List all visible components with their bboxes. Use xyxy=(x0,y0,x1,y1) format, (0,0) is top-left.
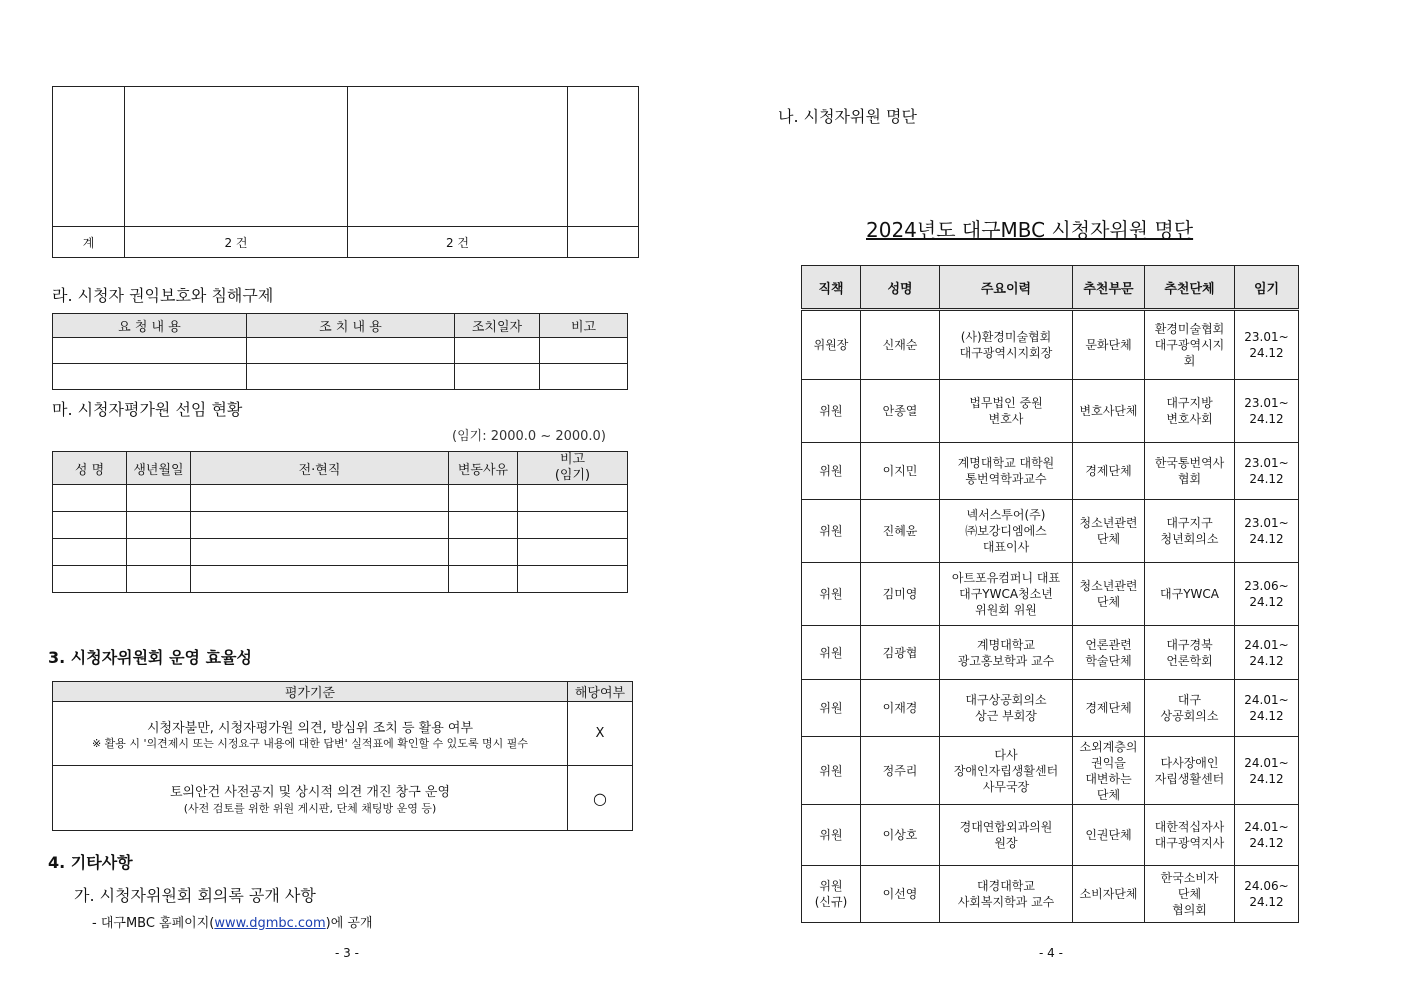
member-term: 24.01~ 24.12 xyxy=(1235,680,1299,737)
efficiency-table xyxy=(52,681,633,831)
member-category: 경제단체 xyxy=(1073,680,1145,737)
member-org: 다사장애인 자립생활센터 xyxy=(1145,737,1235,805)
member-term: 24.01~ 24.12 xyxy=(1235,626,1299,680)
homepage-suffix: )에 공개 xyxy=(325,916,373,931)
member-position: 위원장 xyxy=(802,310,861,380)
table-row xyxy=(53,338,628,364)
member-name: 진혜윤 xyxy=(861,500,940,563)
col-header: 생년월일 xyxy=(127,452,191,485)
col-header: 전·현직 xyxy=(191,452,449,485)
col-header: 임기 xyxy=(1235,266,1299,310)
table-cell xyxy=(53,87,125,227)
col-header: 성명 xyxy=(861,266,940,310)
member-term: 24.06~ 24.12 xyxy=(1235,866,1299,923)
member-career: (사)환경미술협회 대구광역시지회장 xyxy=(940,310,1073,380)
table-row xyxy=(53,702,633,766)
member-name: 이재경 xyxy=(861,680,940,737)
term-note: (임기: 2000.0 ~ 2000.0) xyxy=(452,429,606,444)
member-row xyxy=(802,737,1299,805)
section3-heading: 3. 시청자위원회 운영 효율성 xyxy=(48,648,252,667)
applicability-value: ○ xyxy=(568,766,633,831)
member-name: 정주리 xyxy=(861,737,940,805)
rights-protection-table xyxy=(52,313,628,390)
member-row xyxy=(802,443,1299,500)
member-category: 청소년관련 단체 xyxy=(1073,500,1145,563)
total-label: 계 xyxy=(53,227,125,258)
col-header: 비고 (임기) xyxy=(518,452,628,485)
member-term: 23.01~ 24.12 xyxy=(1235,310,1299,380)
member-row xyxy=(802,500,1299,563)
member-position: 위원 xyxy=(802,737,861,805)
table-cell xyxy=(568,87,639,227)
table-cell xyxy=(125,87,348,227)
member-term: 23.01~ 24.12 xyxy=(1235,443,1299,500)
member-category: 인권단체 xyxy=(1073,805,1145,866)
member-org: 대구YWCA xyxy=(1145,563,1235,626)
member-org: 대구지구 청년회의소 xyxy=(1145,500,1235,563)
member-row xyxy=(802,805,1299,866)
member-position: 위원 xyxy=(802,380,861,443)
member-career: 대구상공회의소 상근 부회장 xyxy=(940,680,1073,737)
member-career: 계명대학교 대학원 통번역학과교수 xyxy=(940,443,1073,500)
section4-sub-heading: 가. 시청자위원회 회의록 공개 사항 xyxy=(74,886,316,905)
member-category: 소비자단체 xyxy=(1073,866,1145,923)
member-name: 김광협 xyxy=(861,626,940,680)
member-term: 23.01~ 24.12 xyxy=(1235,380,1299,443)
criteria-main: 시청자불만, 시청자평가원 의견, 방심위 조치 등 활용 여부 xyxy=(146,720,474,736)
evaluator-table xyxy=(52,451,628,593)
member-org: 대구경북 언론학회 xyxy=(1145,626,1235,680)
member-career: 법무법인 중원 변호사 xyxy=(940,380,1073,443)
section-ra-heading: 라. 시청자 권익보호와 침해구제 xyxy=(52,286,274,305)
member-career: 대경대학교 사회복지학과 교수 xyxy=(940,866,1073,923)
col-header: 변동사유 xyxy=(449,452,518,485)
member-name: 김미영 xyxy=(861,563,940,626)
table-row xyxy=(53,539,628,566)
member-term: 24.01~ 24.12 xyxy=(1235,805,1299,866)
criteria-note: ※ 활용 시 '의견제시 또는 시정요구 내용에 대한 답변' 실적표에 확인할 수 있도록 명시 필수 xyxy=(91,736,529,750)
member-career: 경대연합외과의원 원장 xyxy=(940,805,1073,866)
col-header: 직책 xyxy=(802,266,861,310)
homepage-prefix: - 대구MBC 홈페이지( xyxy=(92,916,215,931)
member-name: 이선영 xyxy=(861,866,940,923)
table-row xyxy=(53,485,628,512)
section-ma-heading: 마. 시청자평가원 선임 현황 xyxy=(52,400,243,419)
member-position: 위원 xyxy=(802,626,861,680)
member-row xyxy=(802,563,1299,626)
page-number: - 3 - xyxy=(335,946,359,960)
criteria-main: 토의안건 사전공지 및 상시적 의견 개진 창구 운영 xyxy=(169,784,451,800)
member-position: 위원 xyxy=(802,500,861,563)
col-header: 요 청 내 용 xyxy=(53,314,247,338)
top-summary-table xyxy=(52,86,639,258)
member-term: 24.01~ 24.12 xyxy=(1235,737,1299,805)
member-career: 넥서스투어(주) ㈜보강디엠에스 대표이사 xyxy=(940,500,1073,563)
col-header: 조 치 내 용 xyxy=(247,314,455,338)
member-row xyxy=(802,680,1299,737)
member-category: 경제단체 xyxy=(1073,443,1145,500)
member-category: 문화단체 xyxy=(1073,310,1145,380)
member-position: 위원 xyxy=(802,563,861,626)
col-header: 주요이력 xyxy=(940,266,1073,310)
member-name: 이지민 xyxy=(861,443,940,500)
page-number: - 4 - xyxy=(1039,946,1063,960)
member-row xyxy=(802,626,1299,680)
member-table xyxy=(801,265,1299,923)
member-org: 대구 상공회의소 xyxy=(1145,680,1235,737)
member-term: 23.06~ 24.12 xyxy=(1235,563,1299,626)
member-name: 안종열 xyxy=(861,380,940,443)
member-career: 계명대학교 광고홍보학과 교수 xyxy=(940,626,1073,680)
applicability-value: X xyxy=(568,702,633,766)
member-position: 위원 xyxy=(802,443,861,500)
total-value-1: 2 건 xyxy=(125,227,348,258)
member-org: 한국통번역사 협회 xyxy=(1145,443,1235,500)
col-header: 조치일자 xyxy=(455,314,540,338)
member-position: 위원 (신규) xyxy=(802,866,861,923)
total-value-2: 2 건 xyxy=(348,227,568,258)
homepage-link[interactable]: www.dgmbc.com xyxy=(214,916,326,931)
homepage-note xyxy=(92,912,373,931)
member-position: 위원 xyxy=(802,680,861,737)
member-position: 위원 xyxy=(802,805,861,866)
col-header: 추천단체 xyxy=(1145,266,1235,310)
table-cell xyxy=(348,87,568,227)
criteria-note: (사전 검토를 위한 위원 게시판, 단체 채팅방 운영 등) xyxy=(183,801,437,815)
table-row xyxy=(53,566,628,593)
member-category: 언론관련 학술단체 xyxy=(1073,626,1145,680)
col-header: 해당여부 xyxy=(568,682,633,702)
member-row xyxy=(802,866,1299,923)
member-category: 청소년관련 단체 xyxy=(1073,563,1145,626)
member-row xyxy=(802,380,1299,443)
member-career: 아트포유컴퍼니 대표 대구YWCA청소년 위원회 위원 xyxy=(940,563,1073,626)
member-category: 변호사단체 xyxy=(1073,380,1145,443)
col-header: 평가기준 xyxy=(53,682,568,702)
section-na-heading: 나. 시청자위원 명단 xyxy=(778,107,917,126)
table-row xyxy=(53,512,628,539)
member-term: 23.01~ 24.12 xyxy=(1235,500,1299,563)
table-cell xyxy=(568,227,639,258)
member-category: 소외계층의 권익을 대변하는 단체 xyxy=(1073,737,1145,805)
member-career: 다사 장애인자립생활센터 사무국장 xyxy=(940,737,1073,805)
col-header: 추천부문 xyxy=(1073,266,1145,310)
section4-heading: 4. 기타사항 xyxy=(48,853,133,872)
table-row xyxy=(53,364,628,390)
col-header: 성 명 xyxy=(53,452,127,485)
member-row xyxy=(802,310,1299,380)
member-list-title: 2024년도 대구MBC 시청자위원 명단 xyxy=(866,218,1194,242)
member-name: 이상호 xyxy=(861,805,940,866)
member-org: 대한적십자사 대구광역지사 xyxy=(1145,805,1235,866)
member-org: 환경미술협회 대구광역시지 회 xyxy=(1145,310,1235,380)
member-org: 한국소비자 단체 협의회 xyxy=(1145,866,1235,923)
table-row xyxy=(53,766,633,831)
member-org: 대구지방 변호사회 xyxy=(1145,380,1235,443)
col-header: 비고 xyxy=(540,314,628,338)
member-name: 신재순 xyxy=(861,310,940,380)
